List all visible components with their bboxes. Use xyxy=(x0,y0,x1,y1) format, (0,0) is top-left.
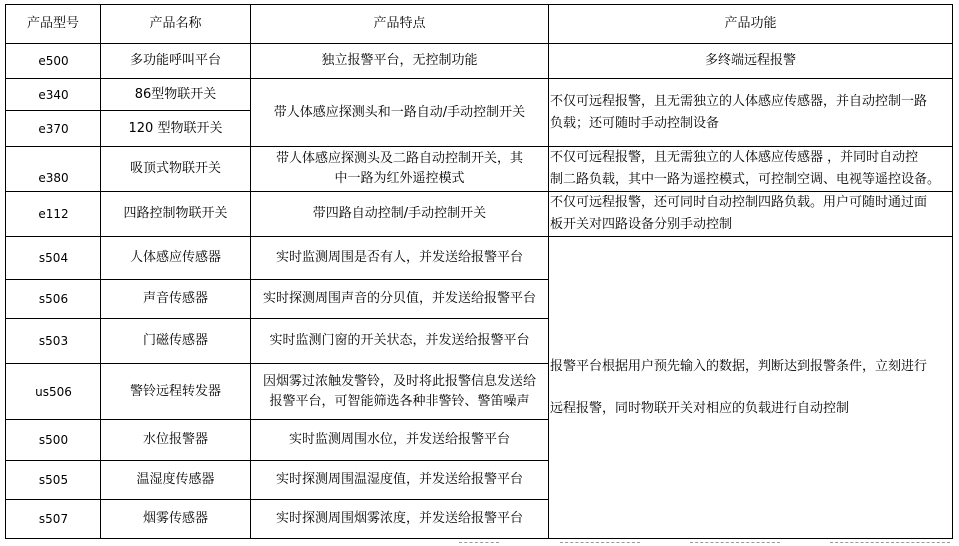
header-name: 产品名称 xyxy=(100,4,251,44)
page-divider xyxy=(459,542,499,543)
product-name-cell: 人体感应传感器 xyxy=(100,236,251,280)
model-cell: e380 xyxy=(5,146,101,192)
product-name-cell: 吸顶式物联开关 xyxy=(100,146,251,192)
feature-cell: 实时监测周围水位，并发送给报警平台 xyxy=(250,419,549,461)
header-features: 产品特点 xyxy=(250,4,549,44)
feature-cell: 因烟雾过浓触发警铃，及时将此报警信息发送给 报警平台，可智能筛选各种非警铃、警笛噪声 xyxy=(250,363,549,420)
product-name-cell: 120 型物联开关 xyxy=(100,110,251,147)
header-model: 产品型号 xyxy=(5,4,101,44)
product-name-cell: 水位报警器 xyxy=(100,419,251,461)
model-cell: e370 xyxy=(5,110,101,147)
product-name-cell: 声音传感器 xyxy=(100,279,251,319)
model-cell: s504 xyxy=(5,236,101,280)
function-cell: 不仅可远程报警，且无需独立的人体感应传感器，并自动控制一路 负载；还可随时手动控制设备 xyxy=(548,78,953,147)
model-cell: s507 xyxy=(5,499,101,539)
model-cell: us506 xyxy=(5,363,101,420)
function-cell: 多终端远程报警 xyxy=(548,43,953,79)
model-cell: s500 xyxy=(5,419,101,461)
product-name-cell: 门磁传感器 xyxy=(100,318,251,364)
function-cell: 不仅可远程报警，且无需独立的人体感应传感器 ，并同时自动控 制二路负载，其中一路为遥控模式，可控制空调、电视等遥控设备。 xyxy=(548,146,953,192)
model-cell: s506 xyxy=(5,279,101,319)
header-function: 产品功能 xyxy=(548,4,953,44)
product-name-cell: 多功能呼叫平台 xyxy=(100,43,251,79)
product-name-cell: 86型物联开关 xyxy=(100,78,251,111)
model-cell: s503 xyxy=(5,318,101,364)
product-name-cell: 烟雾传感器 xyxy=(100,499,251,539)
product-name-cell: 四路控制物联开关 xyxy=(100,191,251,237)
page-divider xyxy=(560,542,640,543)
feature-cell: 实时探测周围声音的分贝值，并发送给报警平台 xyxy=(250,279,549,319)
product-name-cell: 警铃远程转发器 xyxy=(100,363,251,420)
model-cell: e500 xyxy=(5,43,101,79)
model-cell: s505 xyxy=(5,460,101,500)
feature-cell: 独立报警平台，无控制功能 xyxy=(250,43,549,79)
function-cell: 报警平台根据用户预先输入的数据，判断达到报警条件，立刻进行 远程报警，同时物联开关对相应的负载进行自动控制 xyxy=(548,236,953,539)
page-divider xyxy=(830,542,950,543)
feature-cell: 实时探测周围烟雾浓度，并发送给报警平台 xyxy=(250,499,549,539)
model-cell: e340 xyxy=(5,78,101,111)
feature-cell: 实时监测门窗的开关状态，并发送给报警平台 xyxy=(250,318,549,364)
product-name-cell: 温湿度传感器 xyxy=(100,460,251,500)
feature-cell: 带四路自动控制/手动控制开关 xyxy=(250,191,549,237)
function-cell: 不仅可远程报警，还可同时自动控制四路负载。用户可随时通过面 板开关对四路设备分别手动控制 xyxy=(548,191,953,237)
product-table xyxy=(5,4,953,539)
feature-cell: 实时监测周围是否有人，并发送给报警平台 xyxy=(250,236,549,280)
feature-cell: 实时探测周围温湿度值，并发送给报警平台 xyxy=(250,460,549,500)
feature-cell: 带人体感应探测头和一路自动/手动控制开关 xyxy=(250,78,549,147)
feature-cell: 带人体感应探测头及二路自动控制开关，其 中一路为红外遥控模式 xyxy=(250,146,549,192)
page-divider xyxy=(690,542,780,543)
model-cell: e112 xyxy=(5,191,101,237)
